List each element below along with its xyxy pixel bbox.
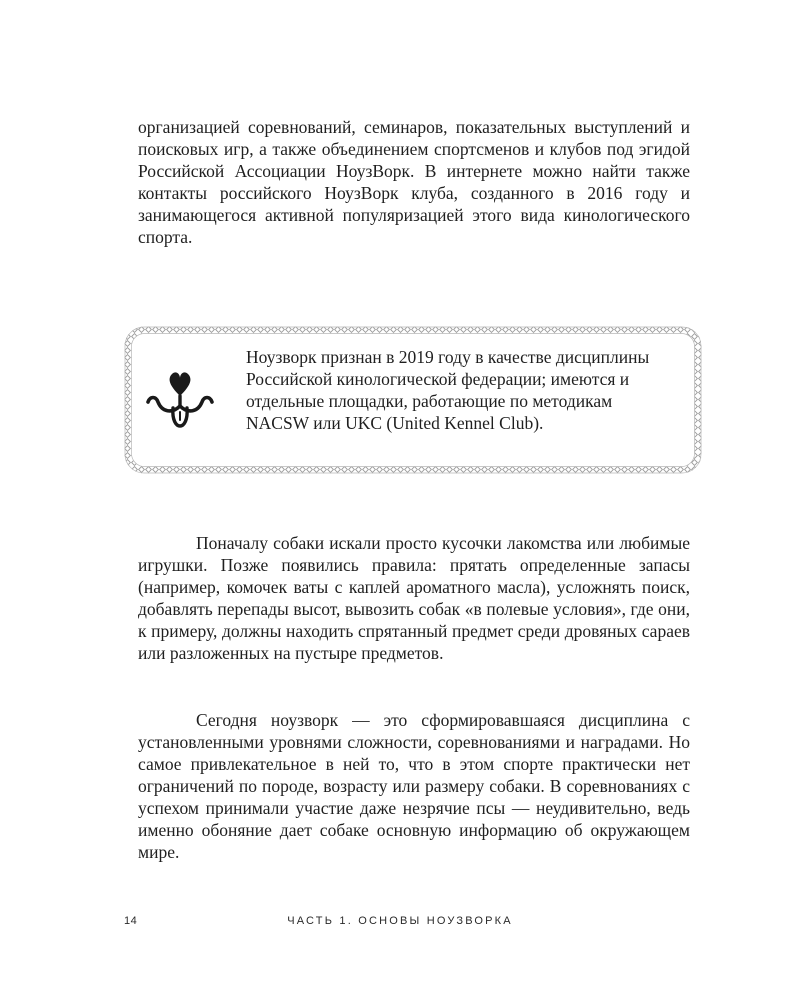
callout-box bbox=[124, 326, 702, 474]
dog-nose-icon bbox=[142, 366, 218, 438]
paragraph-intro: организацией соревнований, семинаров, показательных выступлений и поисковых игр, а также объединением спортсменов и клубов под эгидой Российской Ассоциации НоузВорк. В интернете можно найти также контакты российского НоузВорк клуба, созданного в 2016 году и занимающегося активной популяризацией этого вида кинологического спорта. bbox=[138, 117, 690, 247]
paragraph-history: Поначалу собаки искали просто кусочки лакомства или любимые игрушки. Позже появились правила: прятать определенные запасы (например, комочек ваты с каплей ароматного масла), усложнять поиск, добавлять перепады высот, вывозить собак «в полевые условия», где они, к примеру, должны находить спрятанный предмет среди дровяных сараев или разложенных на пустыре предметов. bbox=[138, 533, 690, 663]
callout-text: Ноузворк признан в 2019 году в качестве дисциплины Российской кинологической федерации; имеются и отдельные площадки, работающие по методикам NACSW или UKC (United Kennel Club). bbox=[246, 347, 650, 433]
paragraph-today: Сегодня ноузворк — это сформировавшаяся дисциплина с установленными уровнями сложности, соревнованиями и наградами. Но самое привлекательное в ней то, что в этом спорте практически нет ограничений по породе, возрасту или размеру собаки. В соревнованиях с успехом принимали участие даже незрячие псы — неудивительно, ведь именно обоняние дает собаке основную информацию об окружающем мире. bbox=[138, 710, 690, 862]
page-number: 14 bbox=[124, 915, 138, 927]
running-title: ЧАСТЬ 1. ОСНОВЫ НОУЗВОРКА bbox=[287, 915, 513, 927]
page-footer bbox=[0, 915, 800, 931]
